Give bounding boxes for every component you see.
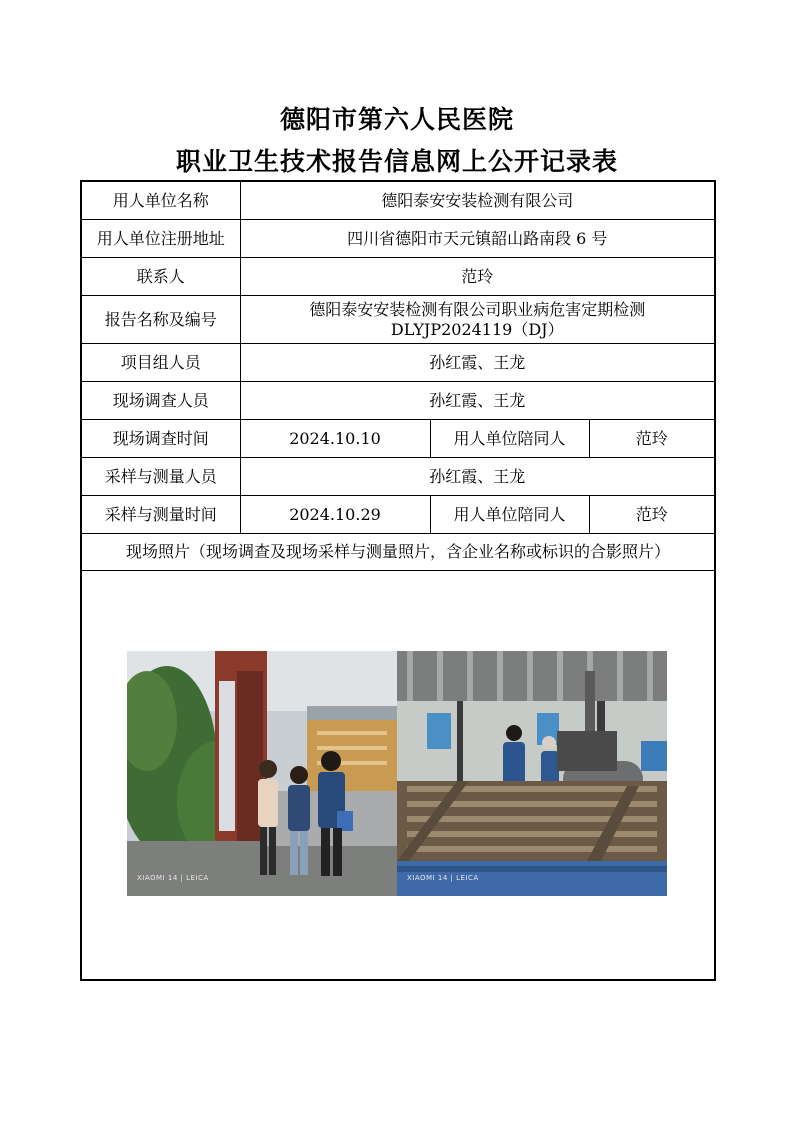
sampling-staff-value: 孙红霞、王龙 <box>240 458 715 496</box>
address-label: 用人单位注册地址 <box>81 220 240 258</box>
photos-container <box>127 651 667 896</box>
record-table <box>80 180 716 981</box>
sampling-staff-label: 采样与测量人员 <box>81 458 240 496</box>
photos-cell <box>81 571 715 981</box>
row-address <box>81 220 715 258</box>
row-survey-staff <box>81 382 715 420</box>
sampling-time-value: 2024.10.29 <box>240 496 430 534</box>
survey-time-label: 现场调查时间 <box>81 420 240 458</box>
employer-value: 德阳泰安安装检测有限公司 <box>240 181 715 220</box>
sampling-escort-value: 范玲 <box>589 496 715 534</box>
report-label: 报告名称及编号 <box>81 296 240 344</box>
survey-staff-label: 现场调查人员 <box>81 382 240 420</box>
row-photos <box>81 571 715 981</box>
photo-workshop-inspection-image <box>397 651 667 896</box>
photo1-watermark: XIAOMI 14 | LEICA <box>137 874 209 882</box>
row-photos-caption <box>81 534 715 571</box>
survey-staff-value: 孙红霞、王龙 <box>240 382 715 420</box>
address-value: 四川省德阳市天元镇韶山路南段 6 号 <box>240 220 715 258</box>
survey-escort-value: 范玲 <box>589 420 715 458</box>
photos-caption: 现场照片（现场调查及现场采样与测量照片，含企业名称或标识的合影照片） <box>81 534 715 571</box>
report-name: 德阳泰安安装检测有限公司职业病危害定期检测 <box>309 299 646 319</box>
row-sampling-time <box>81 496 715 534</box>
row-team <box>81 344 715 382</box>
title-form: 职业卫生技术报告信息网上公开记录表 <box>175 147 618 176</box>
row-survey-time <box>81 420 715 458</box>
photo2-watermark: XIAOMI 14 | LEICA <box>407 874 479 882</box>
employer-label: 用人单位名称 <box>81 181 240 220</box>
photo-group-at-gate-image <box>127 651 397 896</box>
survey-escort-label: 用人单位陪同人 <box>430 420 589 458</box>
sampling-time-label: 采样与测量时间 <box>81 496 240 534</box>
photo-group-at-gate <box>127 651 397 896</box>
row-sampling-staff <box>81 458 715 496</box>
sampling-escort-label: 用人单位陪同人 <box>430 496 589 534</box>
row-employer <box>81 181 715 220</box>
survey-time-value: 2024.10.10 <box>240 420 430 458</box>
report-code: DLYJP2024119（DJ） <box>390 319 564 339</box>
team-value: 孙红霞、王龙 <box>240 344 715 382</box>
title-hospital: 德阳市第六人民医院 <box>279 105 514 134</box>
row-contact <box>81 258 715 296</box>
row-report <box>81 296 715 344</box>
report-value <box>240 296 715 344</box>
contact-value: 范玲 <box>240 258 715 296</box>
photo-workshop-inspection <box>397 651 667 896</box>
team-label: 项目组人员 <box>81 344 240 382</box>
contact-label: 联系人 <box>81 258 240 296</box>
